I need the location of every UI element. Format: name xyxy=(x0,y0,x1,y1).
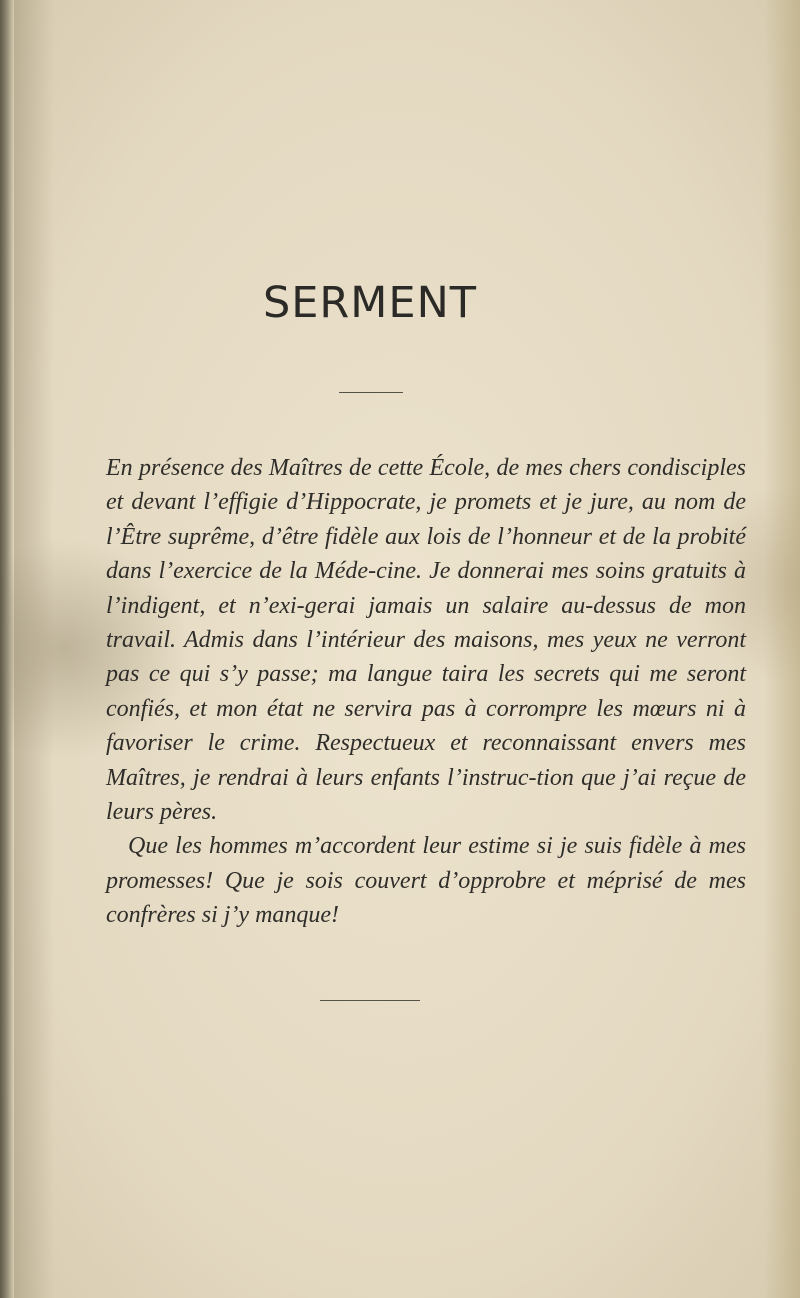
title-divider xyxy=(339,392,403,393)
oath-paragraph-1: En présence des Maîtres de cette École, de mes chers condisciples et devant l’effigie d’Hippocrate, je promets et je jure, au nom de l’Être suprême, d’être fidèle aux lois de l’honneur et de la probité dans l’exercice de la Méde-cine. Je donnerai mes soins gratuits à l’indigent, et n’exi-gerai jamais un salaire au-dessus de mon travail. Admis dans l’intérieur des maisons, mes yeux ne verront pas ce qui s’y passe; ma langue taira les secrets qui me seront confiés, et mon état ne servira pas à corrompre les mœurs ni à favoriser le crime. Respectueux et reconnaissant envers mes Maîtres, je rendrai à leurs enfants l’instruc-tion que j’ai reçue de leurs pères. xyxy=(106,455,746,826)
page-binding-edge xyxy=(0,0,14,1298)
page-gutter-shadow xyxy=(14,0,54,1298)
page-title: SERMENT xyxy=(262,278,478,328)
closing-divider xyxy=(320,1000,420,1001)
page-right-edge xyxy=(764,0,800,1298)
oath-paragraph-2: Que les hommes m’accordent leur estime si je suis fidèle à mes promesses! Que je sois couvert d’opprobre et méprisé de mes confrères si j’y manque! xyxy=(106,833,746,929)
oath-text xyxy=(106,451,746,933)
